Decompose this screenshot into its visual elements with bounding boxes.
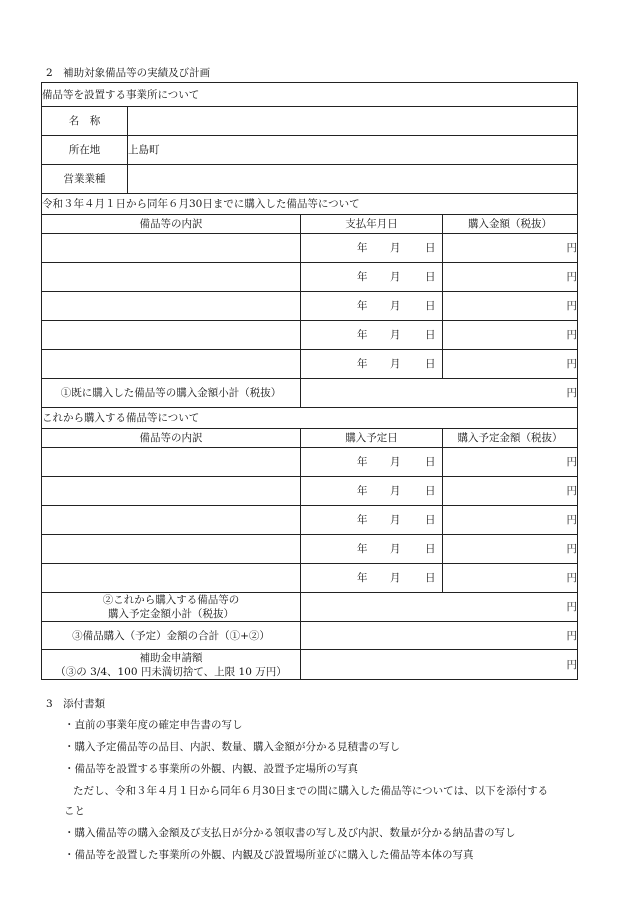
- office-address-label: 所在地: [42, 136, 128, 165]
- future-item-field[interactable]: [42, 448, 301, 477]
- office-business-label: 営業業種: [42, 165, 128, 194]
- future-amount-field[interactable]: 円: [443, 506, 578, 535]
- attachment-note: ただし、令和３年４月１日から同年６月30日までの間に購入した備品等については、以下を添付する: [73, 785, 549, 797]
- office-business-field[interactable]: [128, 165, 578, 194]
- office-name-field[interactable]: [128, 107, 578, 136]
- future-subtotal-label: ②これから購入する備品等の 購入予定金額小計（税抜）: [42, 593, 301, 622]
- past-amount-field[interactable]: 円: [443, 321, 578, 350]
- past-item-field[interactable]: [42, 350, 301, 379]
- table-row: [42, 321, 578, 350]
- past-amount-field[interactable]: 円: [443, 234, 578, 263]
- attachment-item: ・購入備品等の購入金額及び支払日が分かる領収書の写し及び内訳、数量が分かる納品書の写し: [64, 827, 516, 839]
- future-date-field[interactable]: 年 月 日: [301, 477, 443, 506]
- past-subtotal-label: ①既に購入した備品等の購入金額小計（税抜）: [42, 379, 301, 408]
- past-date-field[interactable]: 年 月 日: [301, 292, 443, 321]
- past-item-field[interactable]: [42, 234, 301, 263]
- future-date-field[interactable]: 年 月 日: [301, 535, 443, 564]
- attachment-item: ・備品等を設置する事業所の外観、内観、設置予定場所の写真: [64, 763, 358, 775]
- past-date-field[interactable]: 年 月 日: [301, 350, 443, 379]
- future-col-amount: 購入予定金額（税抜）: [443, 429, 578, 448]
- table-row: [42, 263, 578, 292]
- future-col-date: 購入予定日: [301, 429, 443, 448]
- table-row: [42, 448, 578, 477]
- past-amount-field[interactable]: 円: [443, 350, 578, 379]
- past-amount-field[interactable]: 円: [443, 292, 578, 321]
- future-item-field[interactable]: [42, 535, 301, 564]
- past-purchases-header: 令和３年４月１日から同年６月30日までに購入した備品等について: [42, 194, 578, 215]
- table-row: [42, 234, 578, 263]
- future-purchases-header: これから購入する備品等について: [42, 408, 578, 429]
- past-col-amount: 購入金額（税抜）: [443, 215, 578, 234]
- office-name-label: 名 称: [42, 107, 128, 136]
- future-item-field[interactable]: [42, 477, 301, 506]
- table-row: [42, 292, 578, 321]
- total-field[interactable]: 円: [301, 622, 578, 650]
- past-col-date: 支払年月日: [301, 215, 443, 234]
- future-amount-field[interactable]: 円: [443, 477, 578, 506]
- table-row: [42, 535, 578, 564]
- past-col-item: 備品等の内訳: [42, 215, 301, 234]
- past-amount-field[interactable]: 円: [443, 263, 578, 292]
- attachment-note-cont: こと: [64, 805, 85, 817]
- table-row: [42, 350, 578, 379]
- attachment-item: ・直前の事業年度の確定申告書の写し: [64, 719, 243, 731]
- future-amount-field[interactable]: 円: [443, 564, 578, 593]
- past-subtotal-field[interactable]: 円: [301, 379, 578, 408]
- future-amount-field[interactable]: 円: [443, 448, 578, 477]
- future-col-item: 備品等の内訳: [42, 429, 301, 448]
- future-amount-field[interactable]: 円: [443, 535, 578, 564]
- attachment-item: ・購入予定備品等の品目、内訳、数量、購入金額が分かる見積書の写し: [64, 741, 400, 753]
- future-subtotal-field[interactable]: 円: [301, 593, 578, 622]
- section-2-title: 2 補助対象備品等の実績及び計画: [46, 67, 211, 79]
- table-row: [42, 506, 578, 535]
- equipment-table: [41, 82, 578, 680]
- future-item-field[interactable]: [42, 564, 301, 593]
- office-section-header: 備品等を設置する事業所について: [42, 83, 578, 107]
- total-label: ③備品購入（予定）金額の合計（①+②）: [42, 622, 301, 650]
- subsidy-label: 補助金申請額 （③の 3/4、100 円未満切捨て、上限 10 万円）: [42, 650, 301, 680]
- past-item-field[interactable]: [42, 292, 301, 321]
- future-date-field[interactable]: 年 月 日: [301, 564, 443, 593]
- future-item-field[interactable]: [42, 506, 301, 535]
- table-row: [42, 477, 578, 506]
- section-3-title: 3 添付書類: [46, 698, 106, 710]
- office-address-field[interactable]: 上島町: [128, 136, 578, 165]
- table-row: [42, 564, 578, 593]
- future-date-field[interactable]: 年 月 日: [301, 448, 443, 477]
- past-date-field[interactable]: 年 月 日: [301, 321, 443, 350]
- past-date-field[interactable]: 年 月 日: [301, 263, 443, 292]
- future-date-field[interactable]: 年 月 日: [301, 506, 443, 535]
- past-item-field[interactable]: [42, 321, 301, 350]
- attachment-item: ・備品等を設置した事業所の外観、内観及び設置場所並びに購入した備品等本体の写真: [64, 849, 474, 861]
- subsidy-field[interactable]: 円: [301, 650, 578, 680]
- past-date-field[interactable]: 年 月 日: [301, 234, 443, 263]
- past-item-field[interactable]: [42, 263, 301, 292]
